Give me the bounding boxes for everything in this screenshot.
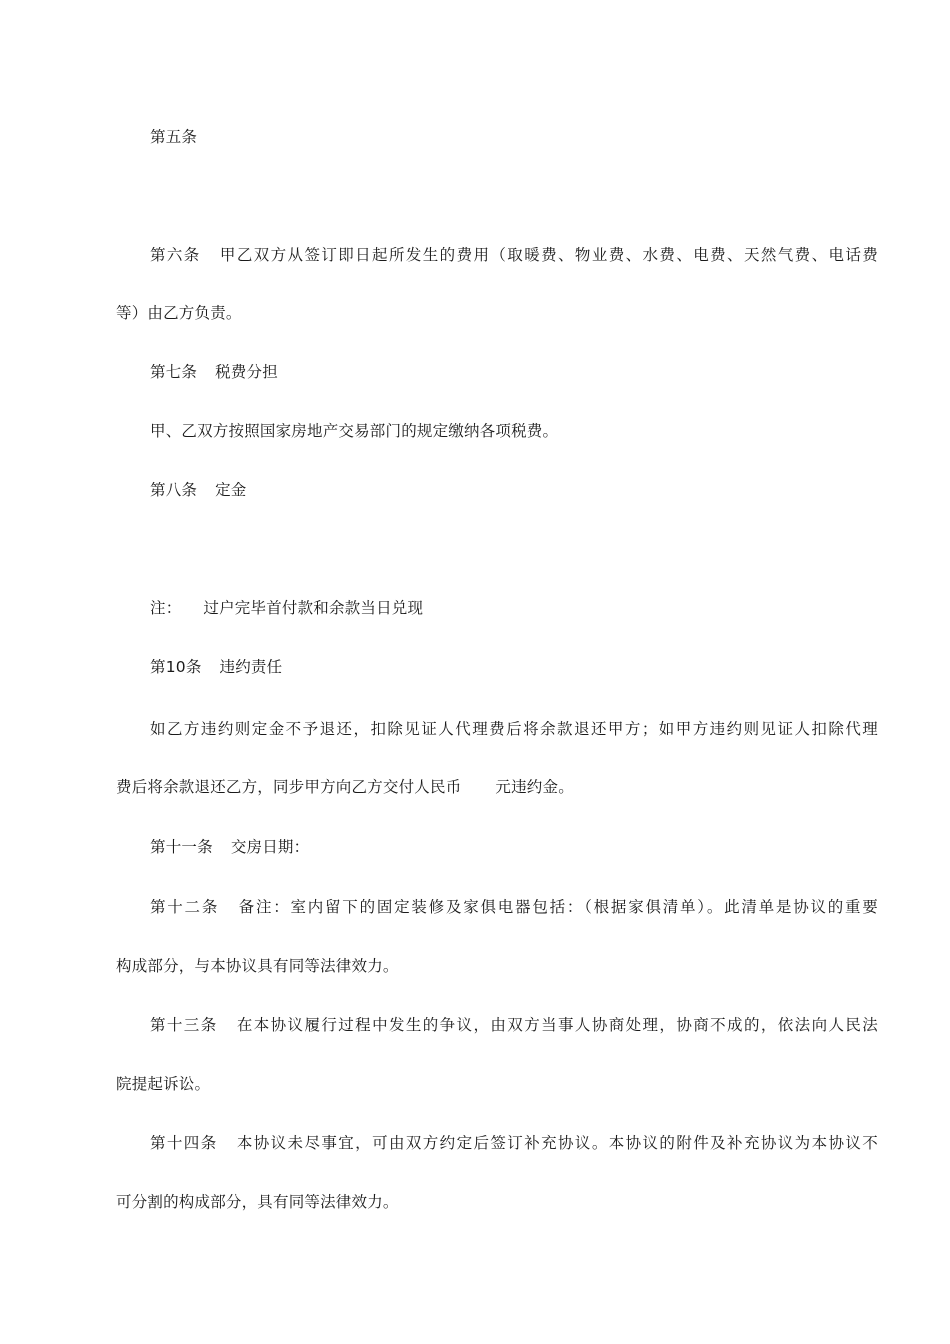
article-14-line-1 xyxy=(150,1132,878,1154)
article-12-line-2 xyxy=(116,955,878,977)
breach-line-2 xyxy=(116,776,878,798)
article-11-title: 交房日期： xyxy=(230,838,310,856)
article-13-line-2 xyxy=(116,1073,878,1095)
article-13-heading: 第十三条 xyxy=(150,1016,218,1034)
article-11-heading: 第十一条 xyxy=(150,838,213,856)
article-10-heading: 第10条 xyxy=(150,658,202,676)
article-13-line-1 xyxy=(150,1014,878,1036)
article-7-heading: 第七条 xyxy=(150,363,198,381)
article-14-line-2 xyxy=(116,1191,878,1213)
article-6-heading: 第六条 xyxy=(150,246,201,264)
breach-text: 如乙方违约则定金不予退还，扣除见证人代理费后将余款退还甲方；如甲方违约则见证人扣除代理 xyxy=(150,720,878,738)
article-10-heading-line xyxy=(150,656,878,678)
article-11-line xyxy=(150,836,878,858)
article-14-heading: 第十四条 xyxy=(150,1134,218,1152)
article-12-text: 备注：室内留下的固定装修及家俱电器包括：（根据家俱清单）。此清单是协议的重要 xyxy=(237,898,878,916)
breach-text-end: 元违约金。 xyxy=(495,778,574,796)
article-13-text-cont: 院提起诉讼。 xyxy=(116,1075,211,1093)
article-6-text: 甲乙双方从签订即日起所发生的费用（取暖费、物业费、水费、电费、天然气费、电话费 xyxy=(218,246,878,264)
article-8-heading-line xyxy=(150,479,878,501)
article-8-heading: 第八条 xyxy=(150,481,198,499)
article-12-line-1 xyxy=(150,896,878,918)
article-7-title: 税费分担 xyxy=(215,363,278,381)
article-6-text-cont: 等）由乙方负责。 xyxy=(116,304,242,322)
note-line xyxy=(150,597,878,619)
article-5-heading: 第五条 xyxy=(150,128,198,146)
article-8-title: 定金 xyxy=(215,481,247,499)
article-10-title: 违约责任 xyxy=(219,658,283,676)
article-6-line-2 xyxy=(116,302,878,324)
article-14-text: 本协议未尽事宜，可由双方约定后签订补充协议。本协议的附件及补充协议为本协议不 xyxy=(235,1134,878,1152)
note-text: 过户完毕首付款和余款当日兑现 xyxy=(203,599,424,617)
article-7-body-line xyxy=(150,420,878,442)
article-13-text: 在本协议履行过程中发生的争议，由双方当事人协商处理，协商不成的，依法向人民法 xyxy=(235,1016,878,1034)
article-6-line-1 xyxy=(150,244,878,266)
breach-line-1 xyxy=(150,718,878,740)
article-5 xyxy=(150,126,878,148)
note-label: 注： xyxy=(150,599,182,617)
article-7-text: 甲、乙双方按照国家房地产交易部门的规定缴纳各项税费。 xyxy=(150,422,559,440)
article-12-heading: 第十二条 xyxy=(150,898,220,916)
article-7-heading-line xyxy=(150,361,878,383)
breach-text-cont: 费后将余款退还乙方，同步甲方向乙方交付人民币 xyxy=(116,778,462,796)
article-12-text-cont: 构成部分，与本协议具有同等法律效力。 xyxy=(116,957,399,975)
article-14-text-cont: 可分割的构成部分，具有同等法律效力。 xyxy=(116,1193,399,1211)
